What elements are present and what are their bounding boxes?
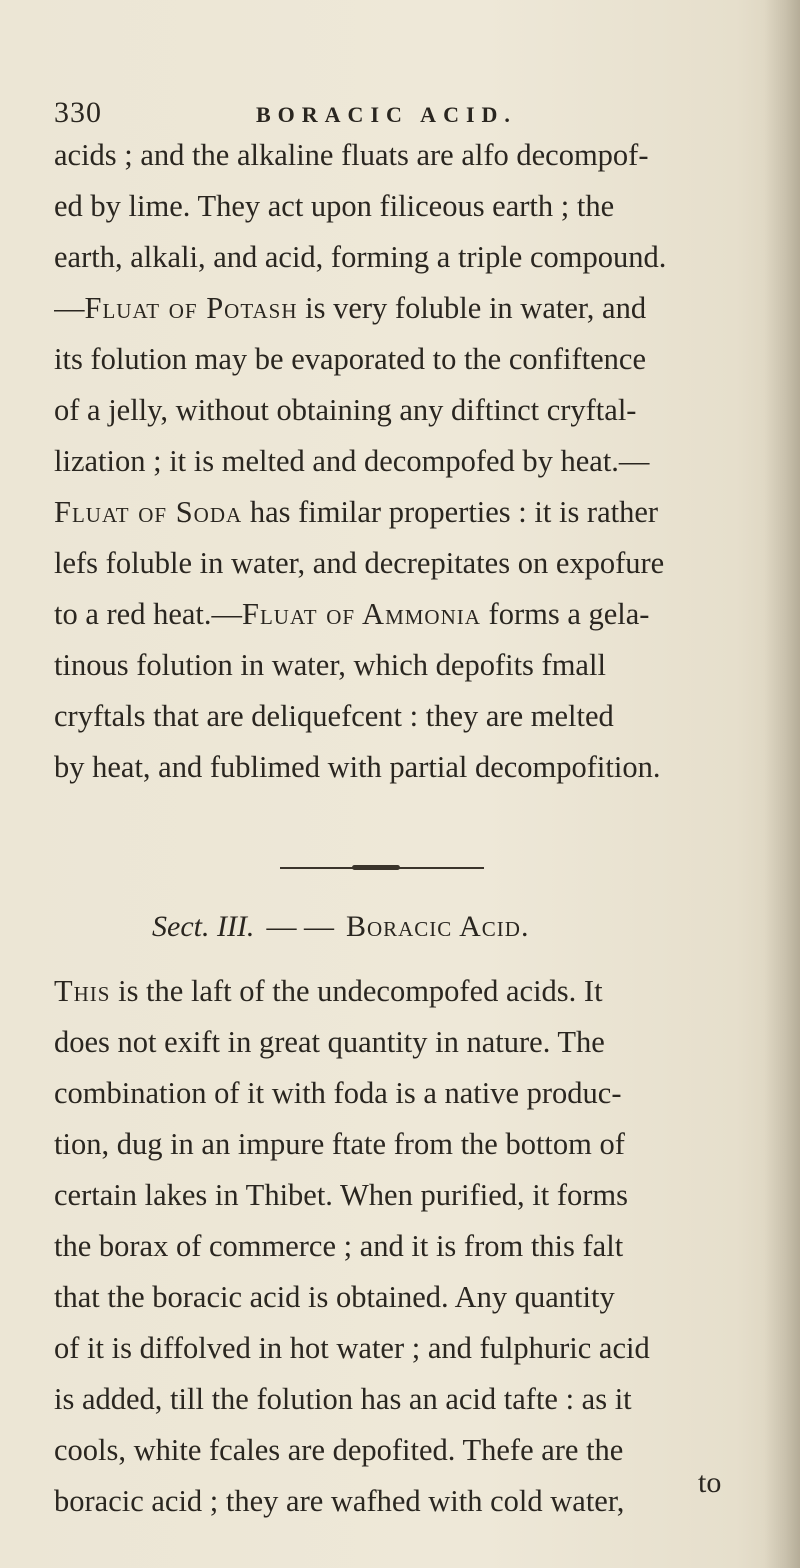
text-line: cryftals that are deliquefcent : they are melted xyxy=(54,699,614,733)
text-line: the borax of commerce ; and it is from this falt xyxy=(54,1229,624,1263)
text-line: combination of it with foda is a native produc- xyxy=(54,1076,622,1110)
text-line: acids ; and the alkaline fluats are alfo decompof- xyxy=(54,138,649,172)
section-title: Boracic Acid. xyxy=(345,910,530,943)
catchword: to xyxy=(698,1466,722,1499)
small-caps-term: Fluat of Ammonia xyxy=(242,597,481,631)
running-title: BORACIC ACID. xyxy=(256,102,517,127)
text-line: boracic acid ; they are wafhed with cold water, xyxy=(54,1484,625,1518)
line-text: forms a gela- xyxy=(480,597,650,631)
section-heading xyxy=(152,910,529,944)
text-line: cools, white fcales are depofited. Thefe are the xyxy=(54,1433,624,1467)
line-text: — xyxy=(54,291,85,325)
text-line: earth, alkali, and acid, forming a triple compound. xyxy=(54,240,667,274)
small-caps-term: Fluat of Soda xyxy=(54,495,243,529)
text-line: of it is diffolved in hot water ; and fulphuric acid xyxy=(54,1331,650,1365)
text-line: tinous folution in water, which depofits fmall xyxy=(54,648,606,682)
text-line xyxy=(54,487,764,538)
text-line: tion, dug in an impure ftate from the bottom of xyxy=(54,1127,625,1161)
text-line: certain lakes in Thibet. When purified, it forms xyxy=(54,1178,628,1212)
section-dashes: — — xyxy=(266,910,334,943)
line-text: has fimilar properties : it is rather xyxy=(242,495,659,529)
page-edge-shadow xyxy=(764,0,800,1568)
text-line: ed by lime. They act upon filiceous earth ; the xyxy=(54,189,615,223)
line-text: to a red heat.— xyxy=(54,597,243,631)
text-line: lefs foluble in water, and decrepitates on expofure xyxy=(54,546,665,580)
text-line: that the boracic acid is obtained. Any quantity xyxy=(54,1280,615,1314)
small-caps-term: Fluat of Potash xyxy=(84,291,298,325)
text-line: does not exift in great quantity in nature. The xyxy=(54,1025,605,1059)
paragraph-boracic-acid xyxy=(54,966,764,1527)
line-text: is very foluble in water, and xyxy=(297,291,647,325)
text-line xyxy=(54,966,764,1017)
text-line: lization ; it is melted and decompofed by heat.— xyxy=(54,444,650,478)
paragraph-fluats xyxy=(54,130,764,793)
text-line: of a jelly, without obtaining any diftinct cryftal- xyxy=(54,393,637,427)
line-text: is the laft of the undecompofed acids. It xyxy=(110,974,603,1008)
text-line: by heat, and fublimed with partial decompofition. xyxy=(54,750,661,784)
section-divider xyxy=(280,867,484,869)
text-line xyxy=(54,283,764,334)
small-caps-term: This xyxy=(54,974,111,1008)
text-line: its folution may be evaporated to the confiftence xyxy=(54,342,646,376)
text-line: is added, till the folution has an acid tafte : as it xyxy=(54,1382,632,1416)
text-line xyxy=(54,589,764,640)
section-number: Sect. III. xyxy=(152,910,255,943)
page-number: 330 xyxy=(54,96,102,129)
